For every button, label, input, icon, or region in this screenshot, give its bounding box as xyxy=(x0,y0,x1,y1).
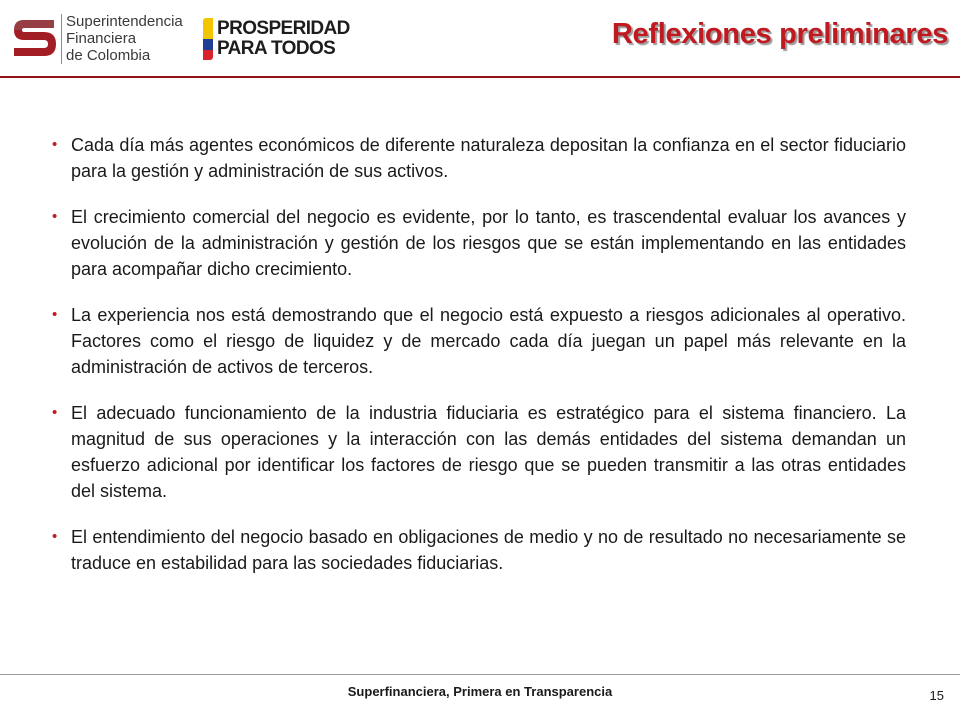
list-item xyxy=(50,524,906,576)
slide-header xyxy=(0,0,960,78)
bullet-text: La experiencia nos está demostrando que el negocio está expuesto a riesgos adicionales al operativo. Factores como el riesgo de liquidez y de mercado cada día juegan un papel más relevante en la administración de activos de terceros. xyxy=(71,305,906,377)
bullet-icon: • xyxy=(52,208,58,225)
footer-tagline: Superfinanciera, Primera en Transparencia xyxy=(347,684,613,699)
prosperidad-logo xyxy=(203,18,350,62)
bullet-icon: • xyxy=(52,404,58,421)
bullet-icon: • xyxy=(52,306,58,323)
colombia-flag-icon xyxy=(203,18,213,60)
page-number: 15 xyxy=(929,688,944,703)
list-item xyxy=(50,204,906,282)
logo-line-1: Superintendencia xyxy=(66,13,183,30)
prosperidad-line-1: PROSPERIDAD xyxy=(217,18,350,39)
list-item xyxy=(50,302,906,380)
header-divider xyxy=(0,76,960,78)
list-item xyxy=(50,400,906,504)
bullet-text: Cada día más agentes económicos de diferente naturaleza depositan la confianza en el sector fiduciario para la gestión y administración de sus activos. xyxy=(71,135,906,181)
footer-divider xyxy=(0,674,960,675)
superintendencia-logo-text xyxy=(66,13,183,64)
prosperidad-line-2: PARA TODOS xyxy=(217,38,336,59)
bullet-text: El crecimiento comercial del negocio es evidente, por lo tanto, es trascendental evaluar los avances y evolución de la administración y gestión de los riesgos que se están implementando en las entidades para acompañar dicho crecimiento. xyxy=(71,207,906,279)
bullet-text: El entendimiento del negocio basado en obligaciones de medio y no de resultado no necesariamente se traduce en estabilidad para las sociedades fiduciarias. xyxy=(71,527,906,573)
superintendencia-logo-icon xyxy=(10,14,58,62)
prosperidad-logo-text xyxy=(217,19,350,59)
bullet-list xyxy=(50,132,906,596)
slide-title: Reflexiones preliminares xyxy=(611,18,948,50)
bullet-icon: • xyxy=(52,528,58,545)
list-item xyxy=(50,132,906,184)
bullet-icon: • xyxy=(52,136,58,153)
logo-line-2: Financiera xyxy=(66,30,137,47)
logo-divider xyxy=(61,14,62,64)
bullet-text: El adecuado funcionamiento de la industria fiduciaria es estratégico para el sistema financiero. La magnitud de sus operaciones y la interacción con las demás entidades del sistema demandan un esfuerzo adicional por identificar los factores de riesgo que se pueden transmitir a las otras entidades del sistema. xyxy=(71,403,906,501)
logo-line-3: de Colombia xyxy=(66,47,151,64)
